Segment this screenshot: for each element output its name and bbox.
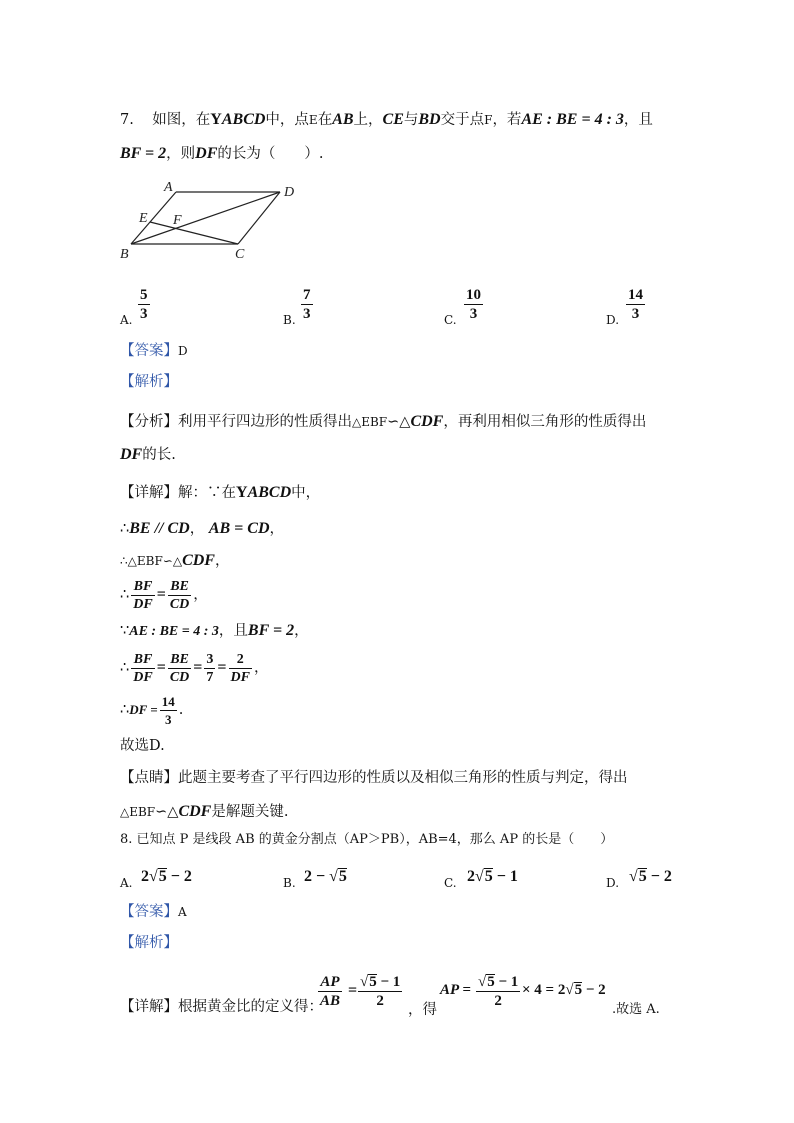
option-fraction: $\frac{14}{3}$ bbox=[628, 287, 643, 322]
fraction-bf-df: $\frac{BF}{DF}$ bbox=[133, 651, 153, 685]
q7-step4: ∵AE : BE = 4 : 3，且BF = 2， bbox=[120, 622, 309, 639]
q7-step3: ∴ $\frac{BF}{DF}$ = $\frac{BE}{CD}$ ， bbox=[120, 578, 208, 612]
label-e: E bbox=[139, 211, 148, 226]
q7-step2: ∴△EBF∽△CDF， bbox=[120, 552, 230, 569]
q7-step1: ∴BE // CD， AB = CD， bbox=[120, 520, 284, 537]
label-c: C bbox=[235, 247, 245, 262]
fraction-ap-ab: $\frac{AP}{AB}$ bbox=[320, 974, 341, 1009]
q7-step5: ∴ $\frac{BF}{DF}$ = $\frac{BE}{CD}$ = $\frac{3}{7}$ = $\frac{2}{DF}$ ， bbox=[120, 651, 269, 685]
q8-stem: 8. 已知点 P 是线段 AB 的黄金分割点（AP＞PB），AB=4，那么 AP 的长是（ ） bbox=[120, 832, 614, 847]
q7-xiangjie-line1: 【详解】解：∵在YABCD中， bbox=[120, 484, 321, 501]
q7-step6: ∴DF = $\frac{14}{3}$ . bbox=[120, 693, 184, 727]
fraction-be-cd: $\frac{BE}{CD}$ bbox=[169, 651, 190, 685]
option-fraction: $\frac{10}{3}$ bbox=[466, 287, 481, 322]
option-expression: 2√5 − 1 bbox=[467, 868, 518, 885]
option-fraction: $\frac{5}{3}$ bbox=[140, 287, 148, 322]
q7-stem-line1: 7. 如图，在YABCD中，点E在AB上，CE与BD交于点F，若AE : BE = 4 : 3，且 bbox=[120, 111, 653, 128]
q7-dianjing-line1: 【点睛】此题主要考查了平行四边形的性质以及相似三角形的性质与判定，得出 bbox=[120, 770, 628, 786]
label-b: B bbox=[120, 247, 129, 262]
equals-sign: = bbox=[348, 982, 358, 999]
fraction-2-df: $\frac{2}{DF}$ bbox=[230, 651, 250, 685]
label-d: D bbox=[284, 185, 295, 200]
option-fraction: $\frac{7}{3}$ bbox=[303, 287, 311, 322]
q8-choose: .故选 A. bbox=[612, 1002, 660, 1017]
q7-fenxi-line1: 【分析】利用平行四边形的性质得出△EBF∽△CDF，再利用相似三角形的性质得出 bbox=[120, 413, 647, 430]
q7-dianjing-line2: △EBF∽△CDF是解题关键. bbox=[120, 803, 289, 820]
fraction-bf-df: $\frac{BF}{DF}$ bbox=[133, 578, 153, 612]
de-connector: ，得 bbox=[408, 1002, 437, 1018]
fraction-3-7: $\frac{3}{7}$ bbox=[206, 651, 214, 685]
label-a: A bbox=[164, 180, 173, 195]
fraction-golden: $\frac{√5 - 1}{2}$ bbox=[360, 974, 401, 1009]
fraction-be-cd: $\frac{BE}{CD}$ bbox=[169, 578, 190, 612]
q7-answer: 【答案】D bbox=[120, 343, 188, 359]
q7-choose: 故选D. bbox=[120, 738, 165, 754]
fraction-14-3: $\frac{14}{3}$ bbox=[161, 693, 175, 727]
option-expression: 2 − √5 bbox=[304, 868, 347, 885]
q7-parallelogram-figure bbox=[116, 178, 312, 264]
option-expression: 2√5 − 2 bbox=[141, 868, 192, 885]
q7-stem-line2: BF = 2，则DF的长为（ ）. bbox=[120, 145, 324, 162]
label-f: F bbox=[173, 213, 182, 228]
q7-fenxi-line2: DF的长. bbox=[120, 446, 176, 463]
result-expression: × 4 = 2√5 − 2 bbox=[522, 982, 606, 998]
q8-analysis-heading: 【解析】 bbox=[120, 935, 178, 951]
q7-number: 7. bbox=[120, 112, 134, 128]
fraction-golden-2: $\frac{√5 - 1}{2}$ bbox=[478, 974, 519, 1009]
option-expression: √5 − 2 bbox=[629, 868, 672, 885]
q8-xiangjie-label: 【详解】根据黄金比的定义得： bbox=[120, 999, 323, 1015]
q7-analysis-heading: 【解析】 bbox=[120, 374, 178, 390]
ap-label: AP = bbox=[440, 982, 471, 998]
q8-answer: 【答案】A bbox=[120, 904, 187, 920]
